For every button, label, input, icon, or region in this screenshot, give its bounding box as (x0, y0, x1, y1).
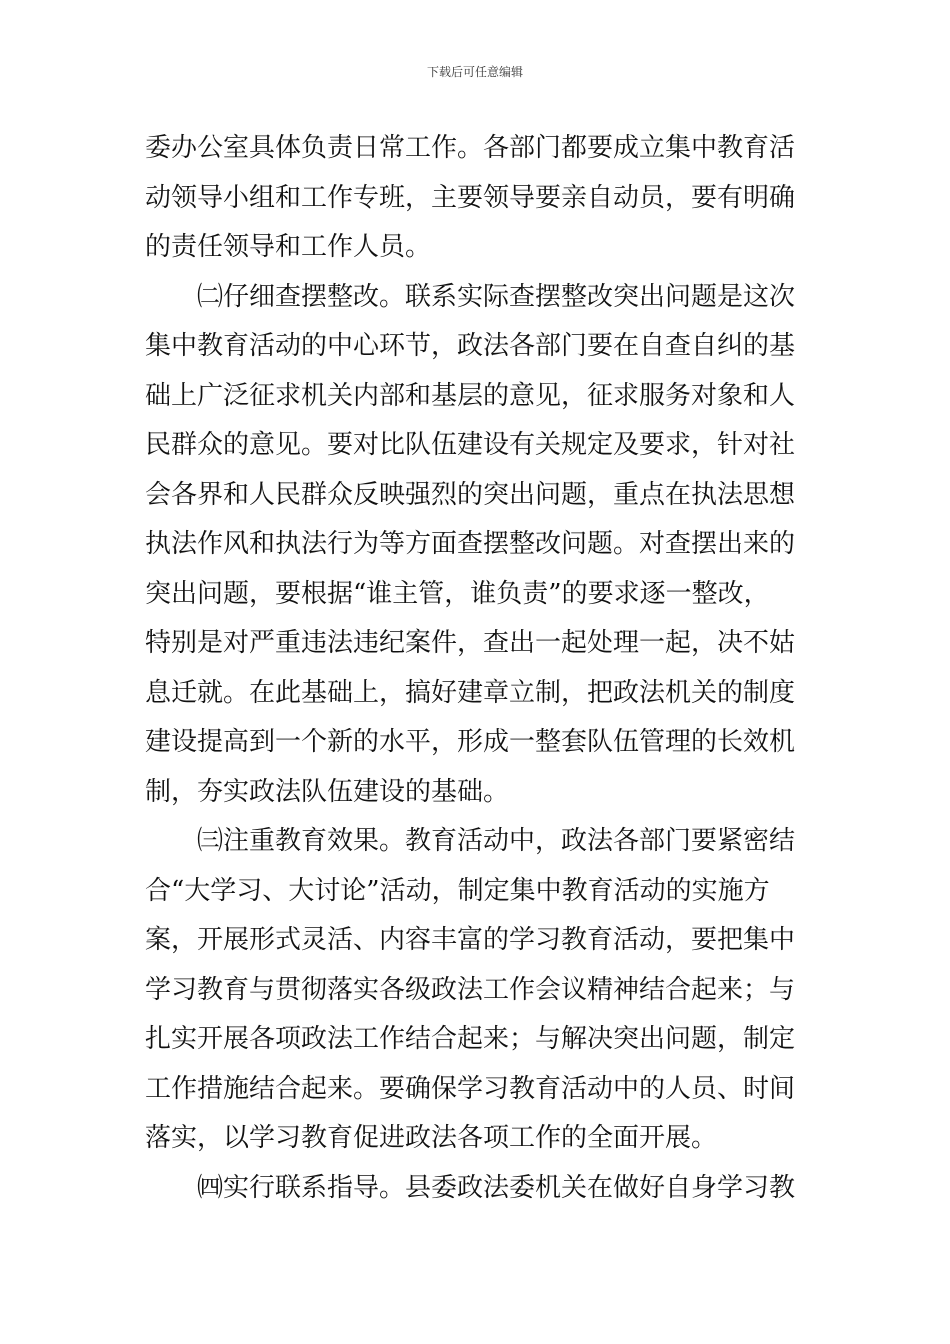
text-line: 突出问题，要根据“谁主管，谁负责”的要求逐一整改， (145, 578, 770, 609)
text-line: 制，夯实政法队伍建设的基础。 (145, 776, 510, 807)
text-line: 集中教育活动的中心环节，政法各部门要在自查自纠的基 (145, 331, 796, 361)
text-line: 工作措施结合起来。要确保学习教育活动中的人员、时间 (145, 1073, 796, 1104)
text-line: 民群众的意见。要对比队伍建设有关规定及要求，针对社 (145, 430, 796, 460)
text-line: 息迁就。在此基础上，搞好建章立制，把政法机关的制度 (145, 677, 796, 708)
text-line: 案，开展形式灵活、内容丰富的学习教育活动，要把集中 (145, 925, 796, 955)
text-line: 动领导小组和工作专班，主要领导要亲自动员，要有明确 (145, 182, 796, 213)
text-line: ㈣实行联系指导。县委政法委机关在做好自身学习教 (145, 1172, 796, 1203)
text-line: 的责任领导和工作人员。 (145, 232, 432, 262)
text-line: ㈢注重教育效果。教育活动中，政法各部门要紧密结 (145, 826, 796, 856)
text-line: 特别是对严重违法违纪案件，查出一起处理一起，决不姑 (145, 628, 796, 658)
text-line: 委办公室具体负责日常工作。各部门都要成立集中教育活 (145, 133, 796, 163)
text-line: 合“大学习、大讨论”活动，制定集中教育活动的实施方 (145, 875, 770, 906)
text-line: ㈡仔细查摆整改。联系实际查摆整改突出问题是这次 (145, 281, 796, 312)
text-line: 执法作风和执法行为等方面查摆整改问题。对查摆出来的 (145, 529, 796, 559)
text-line: 会各界和人民群众反映强烈的突出问题，重点在执法思想 (145, 479, 796, 510)
page-header: 下载后可任意编辑 (426, 65, 523, 79)
text-line: 学习教育与贯彻落实各级政法工作会议精神结合起来；与 (145, 974, 796, 1005)
text-line: 扎实开展各项政法工作结合起来；与解决突出问题，制定 (145, 1024, 796, 1054)
text-line: 础上广泛征求机关内部和基层的意见，征求服务对象和人 (145, 380, 796, 411)
document-body (145, 124, 810, 1213)
text-line: 建设提高到一个新的水平，形成一整套队伍管理的长效机 (145, 727, 796, 757)
text-line: 落实，以学习教育促进政法各项工作的全面开展。 (145, 1123, 718, 1153)
